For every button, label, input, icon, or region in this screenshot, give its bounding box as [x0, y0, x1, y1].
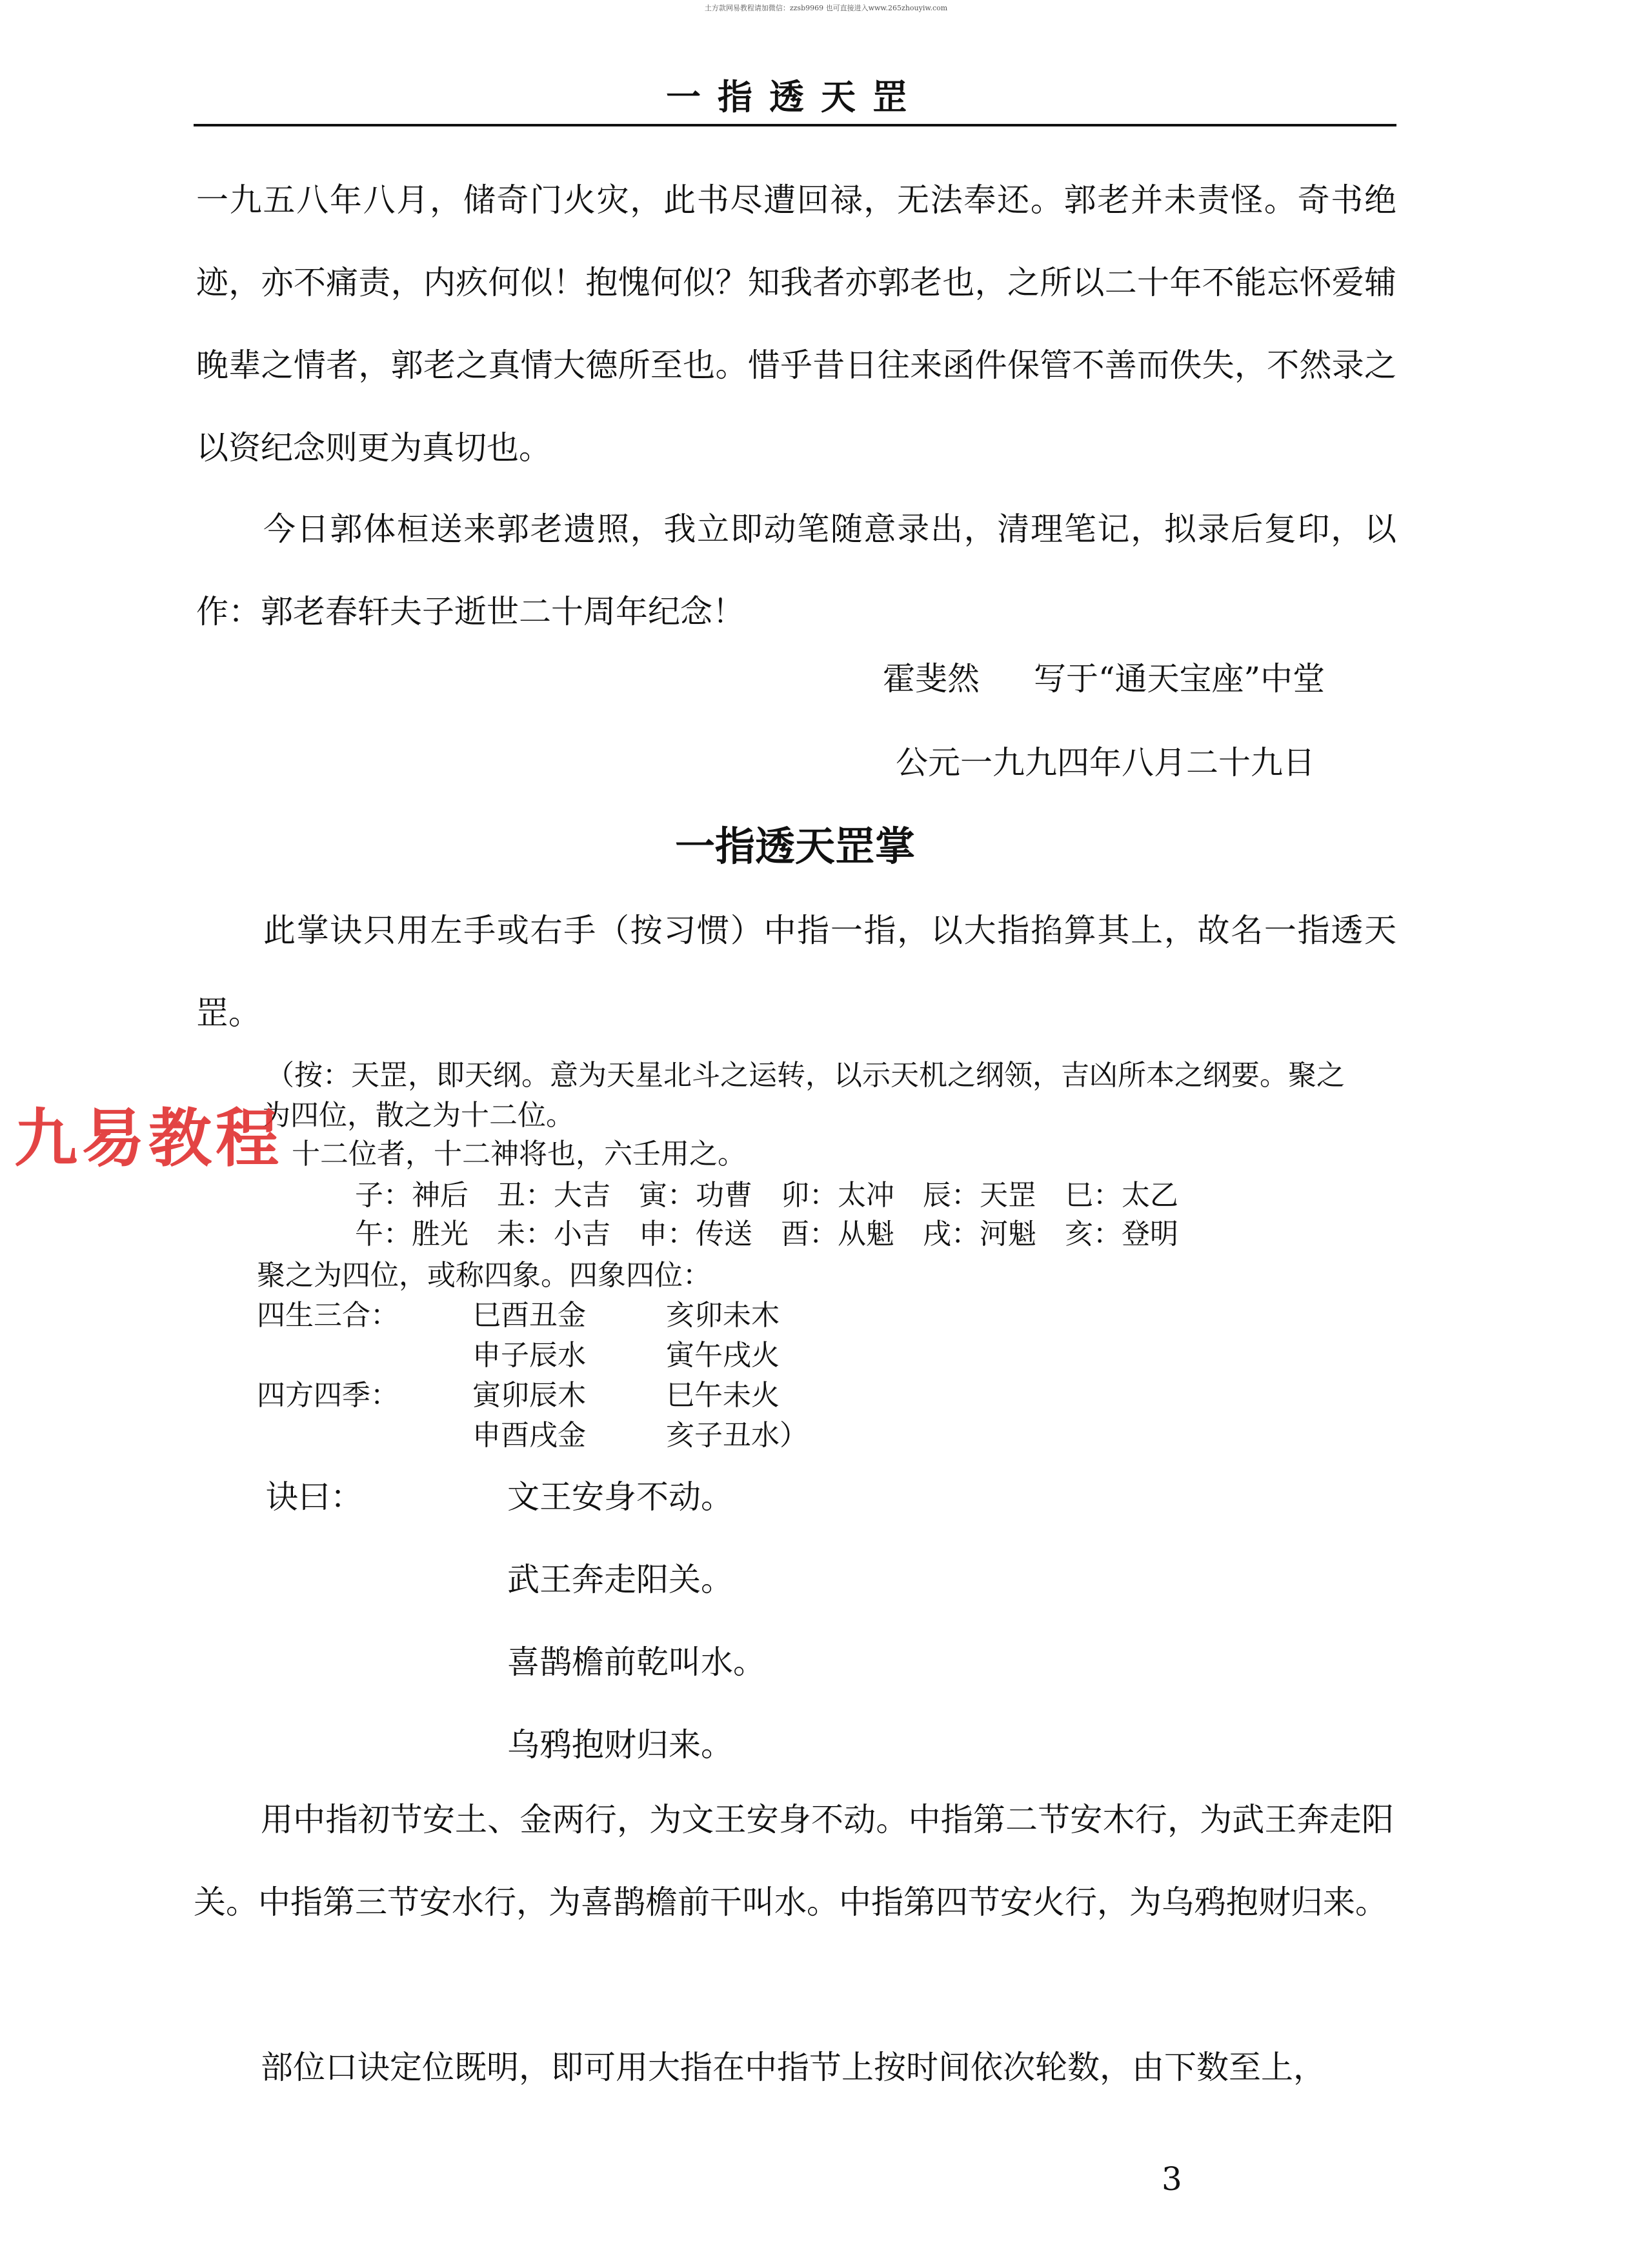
- note-line-1: （按：天罡，即天纲。意为天星北斗之运转，以示天机之纲领，吉凶所本之纲要。聚之: [266, 1059, 1345, 1092]
- paragraph-3: 此掌诀只用左手或右手（按习惯）中指一指，以大指掐算其上，故名一指透天罡。: [196, 912, 1396, 1032]
- page-number: 3: [1162, 2160, 1182, 2198]
- note-cell: 亥子丑水）: [666, 1419, 808, 1452]
- signature-line: [883, 653, 1325, 699]
- note-cell: 寅卯辰木: [472, 1379, 586, 1412]
- note-line-2: 为四位，散之为十二位。: [262, 1099, 574, 1132]
- header-rule: [194, 124, 1396, 126]
- section-title: 一指透天罡掌: [674, 823, 915, 870]
- paragraph-4: 用中指初节安土、金两行，为文王安身不动。中指第二节安木行，为武王奔走阳关。中指第三节安水行，为喜鹊檐前干叫水。中指第四节安火行，为乌鸦抱财归来。: [194, 1801, 1394, 1921]
- note-line-3: 十二位者，十二神将也，六壬用之。: [292, 1138, 746, 1171]
- note-cell: 申子辰水: [472, 1339, 586, 1372]
- paragraph-2: 今日郭体桓送来郭老遗照，我立即动笔随意录出，清理笔记，拟录后复印，以作：郭老春轩夫子逝世二十周年纪念！: [196, 510, 1396, 630]
- note-cell: 申酉戌金: [472, 1419, 586, 1452]
- verse-label: 诀曰：: [266, 1478, 363, 1516]
- note-row-sifang: [257, 1372, 780, 1413]
- note-line-branches-2: 午：胜光 未：小吉 申：传送 酉：从魁 戌：河魁 亥：登明: [355, 1218, 1178, 1251]
- verse-line-3: 喜鹊檐前乾叫水。: [507, 1643, 765, 1681]
- signature-author: 霍斐然: [883, 660, 980, 698]
- top-note: 土方款网易教程请加微信：zzsb9969 也可直接进入www.265zhouyiw.com: [704, 4, 948, 12]
- paragraph-1: 一九五八年八月，储奇门火灾，此书尽遭回禄，无法奉还。郭老并未责怪。奇书绝迹，亦不痛责，内疚何似！抱愧何似？知我者亦郭老也，之所以二十年不能忘怀爱辅晚辈之情者，郭老之真情大德所至也。惜乎昔日往来函件保管不善而佚失，不然录之以资纪念则更为真切也。: [196, 181, 1396, 467]
- note-cell: 巳酉丑金: [472, 1299, 586, 1332]
- note-cell: 寅午戌火: [666, 1339, 780, 1372]
- note-row-label: 四方四季：: [257, 1379, 399, 1412]
- watermark: 九易教程: [14, 1102, 283, 1176]
- note-row-label: 四生三合：: [257, 1299, 399, 1332]
- verse-line-1: 文王安身不动。: [507, 1478, 733, 1516]
- paragraph-5: 部位口诀定位既明，即可用大指在中指节上按时间依次轮数，由下数至上，: [261, 2049, 1325, 2086]
- note-line-four-positions: 聚之为四位，或称四象。四象四位：: [257, 1259, 711, 1292]
- note-row-sisheng: [257, 1292, 780, 1333]
- note-cell: 巳午未火: [666, 1379, 780, 1412]
- note-row-sisheng-2: [472, 1332, 780, 1373]
- note-cell: 亥卯未木: [666, 1299, 780, 1332]
- verse-line-2: 武王奔走阳关。: [507, 1561, 733, 1598]
- note-line-branches-1: 子：神后 丑：大吉 寅：功曹 卯：太冲 辰：天罡 巳：太乙: [355, 1179, 1178, 1212]
- verse-line-4: 乌鸦抱财归来。: [507, 1726, 733, 1764]
- running-header: 一指透天罡: [666, 76, 924, 117]
- note-row-sifang-2: [472, 1412, 808, 1453]
- signature-date: 公元一九九四年八月二十九日: [896, 744, 1315, 781]
- signature-place: 写于“通天宝座”中堂: [1034, 660, 1325, 698]
